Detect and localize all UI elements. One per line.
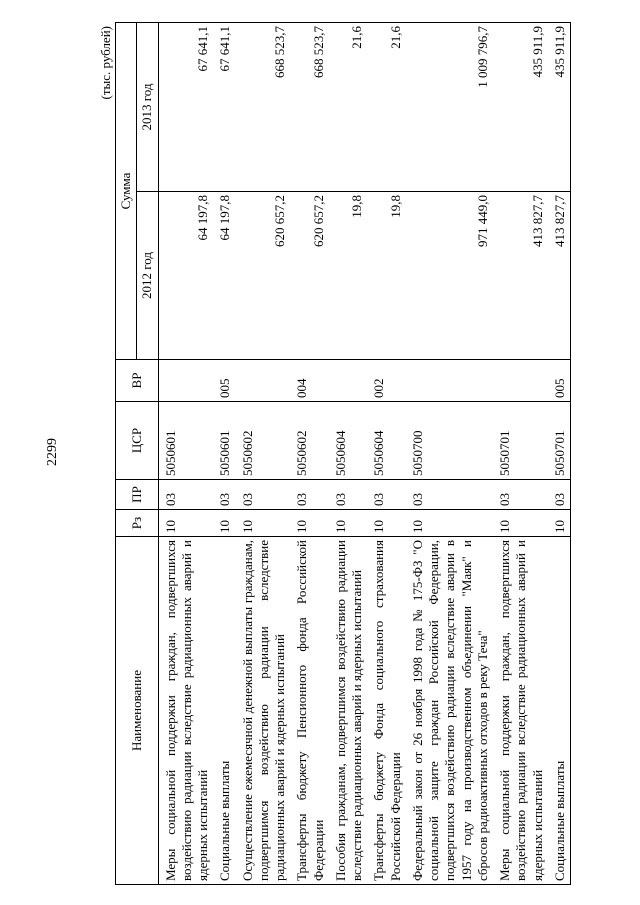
cell-rz: 10 bbox=[290, 510, 329, 537]
header-sum: Сумма bbox=[116, 23, 137, 360]
cell-y2012: 413 827,7 bbox=[548, 192, 571, 360]
cell-y2013: 21,6 bbox=[367, 23, 406, 192]
header-csr: ЦСР bbox=[116, 402, 159, 480]
header-2013: 2013 год bbox=[137, 23, 158, 192]
cell-vr: 004 bbox=[290, 360, 329, 402]
cell-pr: 03 bbox=[290, 480, 329, 510]
budget-table bbox=[115, 22, 571, 885]
table-row bbox=[406, 23, 493, 885]
cell-name: Трансферты бюджету Фонда социального страхования Российской Федерации bbox=[367, 537, 406, 885]
header-rz: Рз bbox=[116, 510, 159, 537]
cell-name: Пособия гражданам, подвергшимся воздействию радиации вследствие радиационных аварий и ядерных испытаний bbox=[329, 537, 368, 885]
cell-name: Меры социальной поддержки граждан, подвергшихся воздействию радиации вследствие радиационных аварий и ядерных испытаний bbox=[493, 537, 548, 885]
cell-pr: 03 bbox=[329, 480, 368, 510]
cell-y2012: 413 827,7 bbox=[493, 192, 548, 360]
cell-pr: 03 bbox=[406, 480, 493, 510]
cell-name: Социальные выплаты bbox=[548, 537, 571, 885]
cell-y2012: 64 197,8 bbox=[158, 192, 213, 360]
cell-pr: 03 bbox=[158, 480, 213, 510]
header-2012: 2012 год bbox=[137, 192, 158, 360]
cell-vr bbox=[158, 360, 213, 402]
cell-pr: 03 bbox=[213, 480, 235, 510]
cell-y2012: 64 197,8 bbox=[213, 192, 235, 360]
cell-csr: 5050604 bbox=[367, 402, 406, 480]
cell-vr bbox=[406, 360, 493, 402]
table-row bbox=[290, 23, 329, 885]
cell-rz: 10 bbox=[367, 510, 406, 537]
table-body bbox=[158, 23, 571, 885]
table-row bbox=[367, 23, 406, 885]
cell-y2012: 620 657,2 bbox=[290, 192, 329, 360]
table-row bbox=[329, 23, 368, 885]
cell-name: Социальные выплаты bbox=[213, 537, 235, 885]
cell-y2012: 620 657,2 bbox=[236, 192, 291, 360]
table-row bbox=[493, 23, 548, 885]
cell-vr: 002 bbox=[367, 360, 406, 402]
cell-y2012: 19,8 bbox=[367, 192, 406, 360]
cell-csr: 5050601 bbox=[213, 402, 235, 480]
cell-csr: 5050701 bbox=[493, 402, 548, 480]
cell-rz: 10 bbox=[158, 510, 213, 537]
cell-pr: 03 bbox=[236, 480, 291, 510]
cell-name: Меры социальной поддержки граждан, подвергшихся воздействию радиации вследствие радиационных аварий и ядерных испытаний bbox=[158, 537, 213, 885]
cell-vr bbox=[493, 360, 548, 402]
cell-y2013: 67 641,1 bbox=[158, 23, 213, 192]
cell-y2013: 435 911,9 bbox=[548, 23, 571, 192]
cell-rz: 10 bbox=[548, 510, 571, 537]
cell-vr: 005 bbox=[213, 360, 235, 402]
cell-vr: 005 bbox=[548, 360, 571, 402]
header-pr: ПР bbox=[116, 480, 159, 510]
table-row bbox=[548, 23, 571, 885]
header-vr: ВР bbox=[116, 360, 159, 402]
cell-csr: 5050601 bbox=[158, 402, 213, 480]
cell-y2013: 668 523,7 bbox=[236, 23, 291, 192]
cell-csr: 5050602 bbox=[290, 402, 329, 480]
cell-rz: 10 bbox=[236, 510, 291, 537]
cell-y2013: 1 009 796,7 bbox=[406, 23, 493, 192]
cell-rz: 10 bbox=[329, 510, 368, 537]
cell-csr: 5050602 bbox=[236, 402, 291, 480]
cell-vr bbox=[236, 360, 291, 402]
cell-rz: 10 bbox=[406, 510, 493, 537]
cell-rz: 10 bbox=[493, 510, 548, 537]
units-label: (тыс. рублей) bbox=[98, 26, 113, 100]
cell-name: Трансферты бюджету Пенсионного фонда Российской Федерации bbox=[290, 537, 329, 885]
table-row bbox=[236, 23, 291, 885]
cell-vr bbox=[329, 360, 368, 402]
cell-csr: 5050604 bbox=[329, 402, 368, 480]
cell-y2013: 668 523,7 bbox=[290, 23, 329, 192]
header-name: Наименование bbox=[116, 537, 159, 885]
cell-y2012: 971 449,0 bbox=[406, 192, 493, 360]
cell-y2013: 435 911,9 bbox=[493, 23, 548, 192]
cell-csr: 5050701 bbox=[548, 402, 571, 480]
cell-y2013: 21,6 bbox=[329, 23, 368, 192]
cell-pr: 03 bbox=[367, 480, 406, 510]
cell-pr: 03 bbox=[493, 480, 548, 510]
cell-rz: 10 bbox=[213, 510, 235, 537]
cell-y2012: 19,8 bbox=[329, 192, 368, 360]
page-number: 2299 bbox=[45, 438, 60, 466]
table-row bbox=[158, 23, 213, 885]
cell-name: Осуществление ежемесячной денежной выплаты гражданам, подвергшимся воздействию радиации вследствие радиационных аварий и ядерных испытаний bbox=[236, 537, 291, 885]
cell-y2013: 67 641,1 bbox=[213, 23, 235, 192]
cell-name: Федеральный закон от 26 ноября 1998 года № 175-ФЗ "О социальной защите граждан Российской Федерации, подвергшихся воздействию радиации вследствие аварии в 1957 году на производственном объединении "Маяк" и сбросов радиоактивных отходов в реку Теча" bbox=[406, 537, 493, 885]
cell-pr: 03 bbox=[548, 480, 571, 510]
cell-csr: 5050700 bbox=[406, 402, 493, 480]
table-row bbox=[213, 23, 235, 885]
